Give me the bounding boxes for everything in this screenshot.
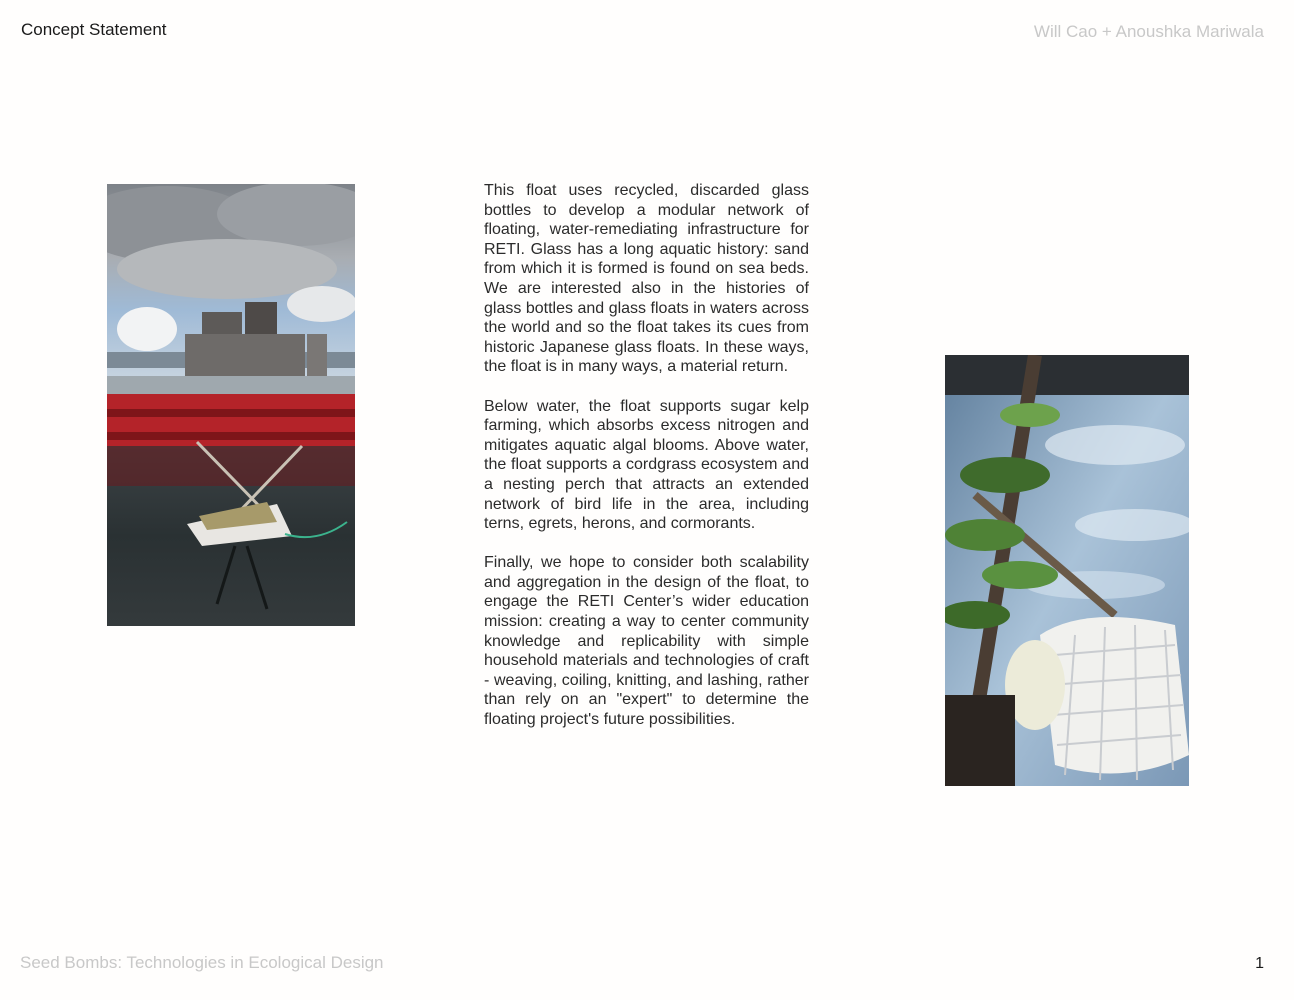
- paragraph-glass: This float uses recycled, discarded glass bottles to develop a modular network of floating, water-remediating infrastructure for RETI. Glass has a long aquatic history: sand from which it is formed is found on sea beds. We are interested also in the histories of glass bottles and glass floats in waters across the world and so the float takes its cues from historic Japanese glass floats. In these ways, the float is in many ways, a material return.: [484, 182, 809, 376]
- course-title: Seed Bombs: Technologies in Ecological Design: [20, 953, 384, 972]
- paragraph-ecosystem: Below water, the float supports sugar kelp farming, which absorbs excess nitrogen and mitigates aquatic algal blooms. Above water, the float supports a cordgrass ecosystem and a nesting perch that attracts an extended network of bird life in the area, including terns, egrets, herons, and cormorants.: [484, 397, 809, 533]
- harbor-float-image: [107, 184, 355, 626]
- harbor-float-photo: [107, 184, 355, 626]
- plant-net-closeup-photo: [945, 355, 1189, 786]
- page-title: Concept Statement: [21, 20, 167, 39]
- concept-statement-body: [484, 181, 809, 749]
- page-number: 1: [1255, 955, 1264, 972]
- authors: Will Cao + Anoushka Mariwala: [1033, 22, 1264, 41]
- paragraph-scalability: Finally, we hope to consider both scalability and aggregation in the design of the float, to engage the RETI Center’s wider education mission: creating a way to center community knowledge and replicability with simple household materials and technologies of craft - weaving, coiling, knitting, and lashing, rather than rely on an "expert" to determine the floating project's future possibilities.: [484, 554, 809, 729]
- plant-net-image: [945, 355, 1189, 786]
